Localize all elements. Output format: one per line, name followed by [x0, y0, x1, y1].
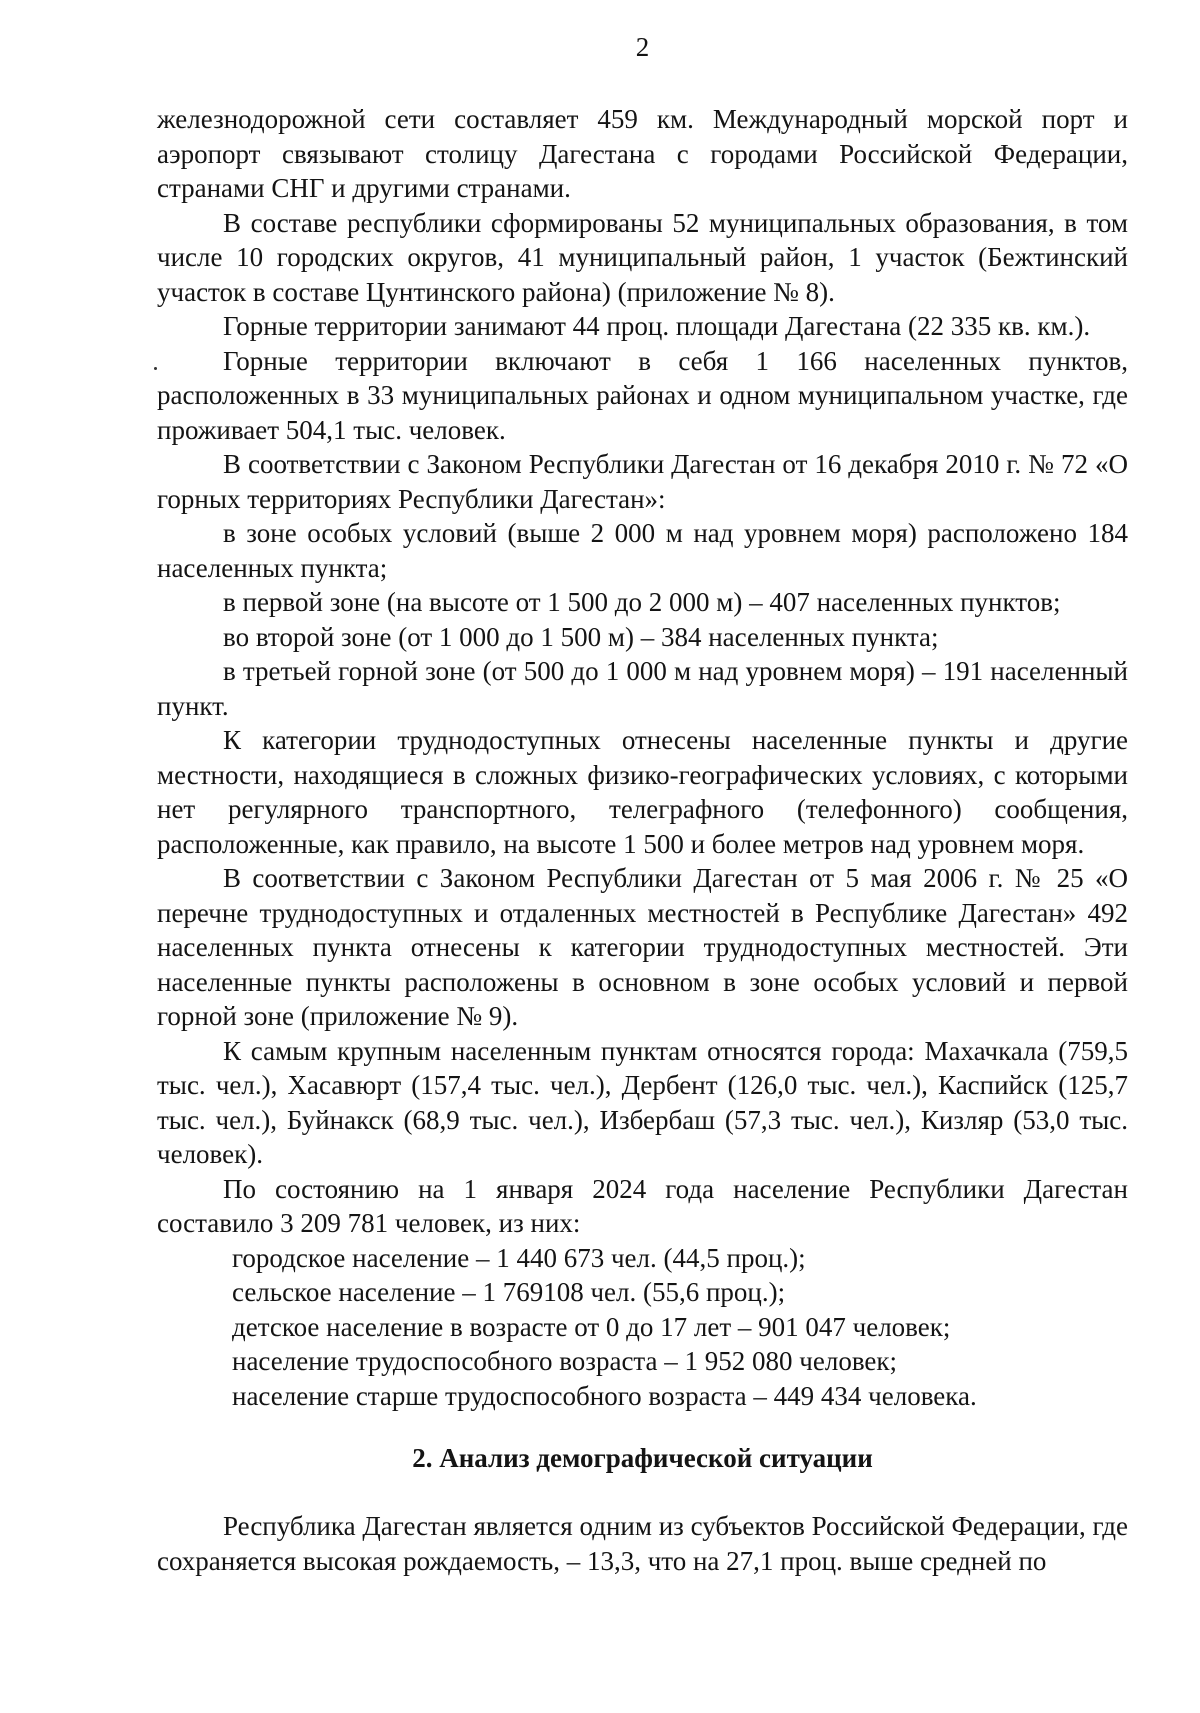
paragraph-law-mountain-territories: В соответствии с Законом Республики Дагестан от 16 декабря 2010 г. № 72 «О горных территориях Республики Дагестан»:	[157, 449, 1128, 514]
paragraph-population-total: По состоянию на 1 января 2024 года население Республики Дагестан составило 3 209 781 человек, из них:	[157, 1173, 1128, 1238]
paragraph-zone-first: в первой зоне (на высоте от 1 500 до 2 000 м) – 407 населенных пунктов;	[223, 587, 1061, 617]
list-item-urban: городское население – 1 440 673 чел. (44,5 проц.);	[232, 1242, 806, 1273]
paragraph-zone-special-conditions: в зоне особых условий (выше 2 000 м над уровнем моря) расположено 184 населенных пункта;	[157, 518, 1128, 583]
list-item-children: детское население в возрасте от 0 до 17 лет – 901 047 человек;	[232, 1311, 951, 1342]
paragraph-zone-third: в третьей горной зоне (от 500 до 1 000 м над уровнем моря) – 191 населенный пункт.	[157, 656, 1128, 721]
paragraph-largest-cities: К самым крупным населенным пунктам относятся города: Махачкала (759,5 тыс. чел.), Хасавюрт (157,4 тыс. чел.), Дербент (126,0 тыс. чел.), Каспийск (125,7 тыс. чел.), Буйнакск (68,9 тыс. чел.), Избербаш (57,3 тыс. чел.), Кизляр (53,0 тыс. человек).	[157, 1035, 1128, 1169]
page-number: 2	[635, 32, 650, 62]
population-list	[157, 1241, 1128, 1414]
paragraph-railway-network: железнодорожной сети составляет 459 км. Международный морской порт и аэропорт связывают столицу Дагестана с городами Российской Федерации, странами СНГ и другими странами.	[157, 104, 1128, 203]
list-item-working-age: население трудоспособного возраста – 1 952 080 человек;	[232, 1346, 898, 1376]
section-heading: 2. Анализ демографической ситуации	[412, 1443, 873, 1473]
list-item-rural: сельское население – 1 769108 чел. (55,6 проц.);	[232, 1277, 786, 1307]
paragraph-birth-rate: Республика Дагестан является одним из субъектов Российской Федерации, где сохраняется высокая рождаемость, – 13,3, что на 27,1 проц. выше средней по	[157, 1511, 1128, 1576]
scan-dot-mark	[154, 367, 157, 370]
paragraph-hard-to-reach-category: К категории труднодоступных отнесены населенные пункты и другие местности, находящиеся в сложных физико-географических условиях, с которыми нет регулярного транспортного, телеграфного (телефонного) сообщения, расположенные, как правило, на высоте 1 500 и более метров над уровнем моря.	[157, 725, 1128, 859]
document-body	[157, 102, 1128, 1578]
paragraph-mountain-area: Горные территории занимают 44 проц. площади Дагестана (22 335 кв. км.).	[223, 311, 1091, 341]
paragraph-municipal-formations: В составе республики сформированы 52 муниципальных образования, в том числе 10 городских округов, 41 муниципальный район, 1 участок (Бежтинский участок в составе Цунтинского района) (приложение № 8).	[157, 207, 1128, 307]
paragraph-zone-second: во второй зоне (от 1 000 до 1 500 м) – 384 населенных пункта;	[223, 621, 939, 652]
paragraph-mountain-settlements: Горные территории включают в себя 1 166 населенных пунктов, расположенных в 33 муниципальных районах и одном муниципальном участке, где проживает 504,1 тыс. человек.	[157, 345, 1128, 445]
list-item-over-working-age: население старше трудоспособного возраста – 449 434 человека.	[232, 1380, 977, 1411]
paragraph-law-hard-to-reach: В соответствии с Законом Республики Дагестан от 5 мая 2006 г. № 25 «О перечне труднодоступных и отдаленных местностей в Республике Дагестан» 492 населенных пункта отнесены к категории труднодоступных местностей. Эти населенные пункты расположены в основном в зоне особых условий и первой горной зоне (приложение № 9).	[157, 863, 1128, 1031]
